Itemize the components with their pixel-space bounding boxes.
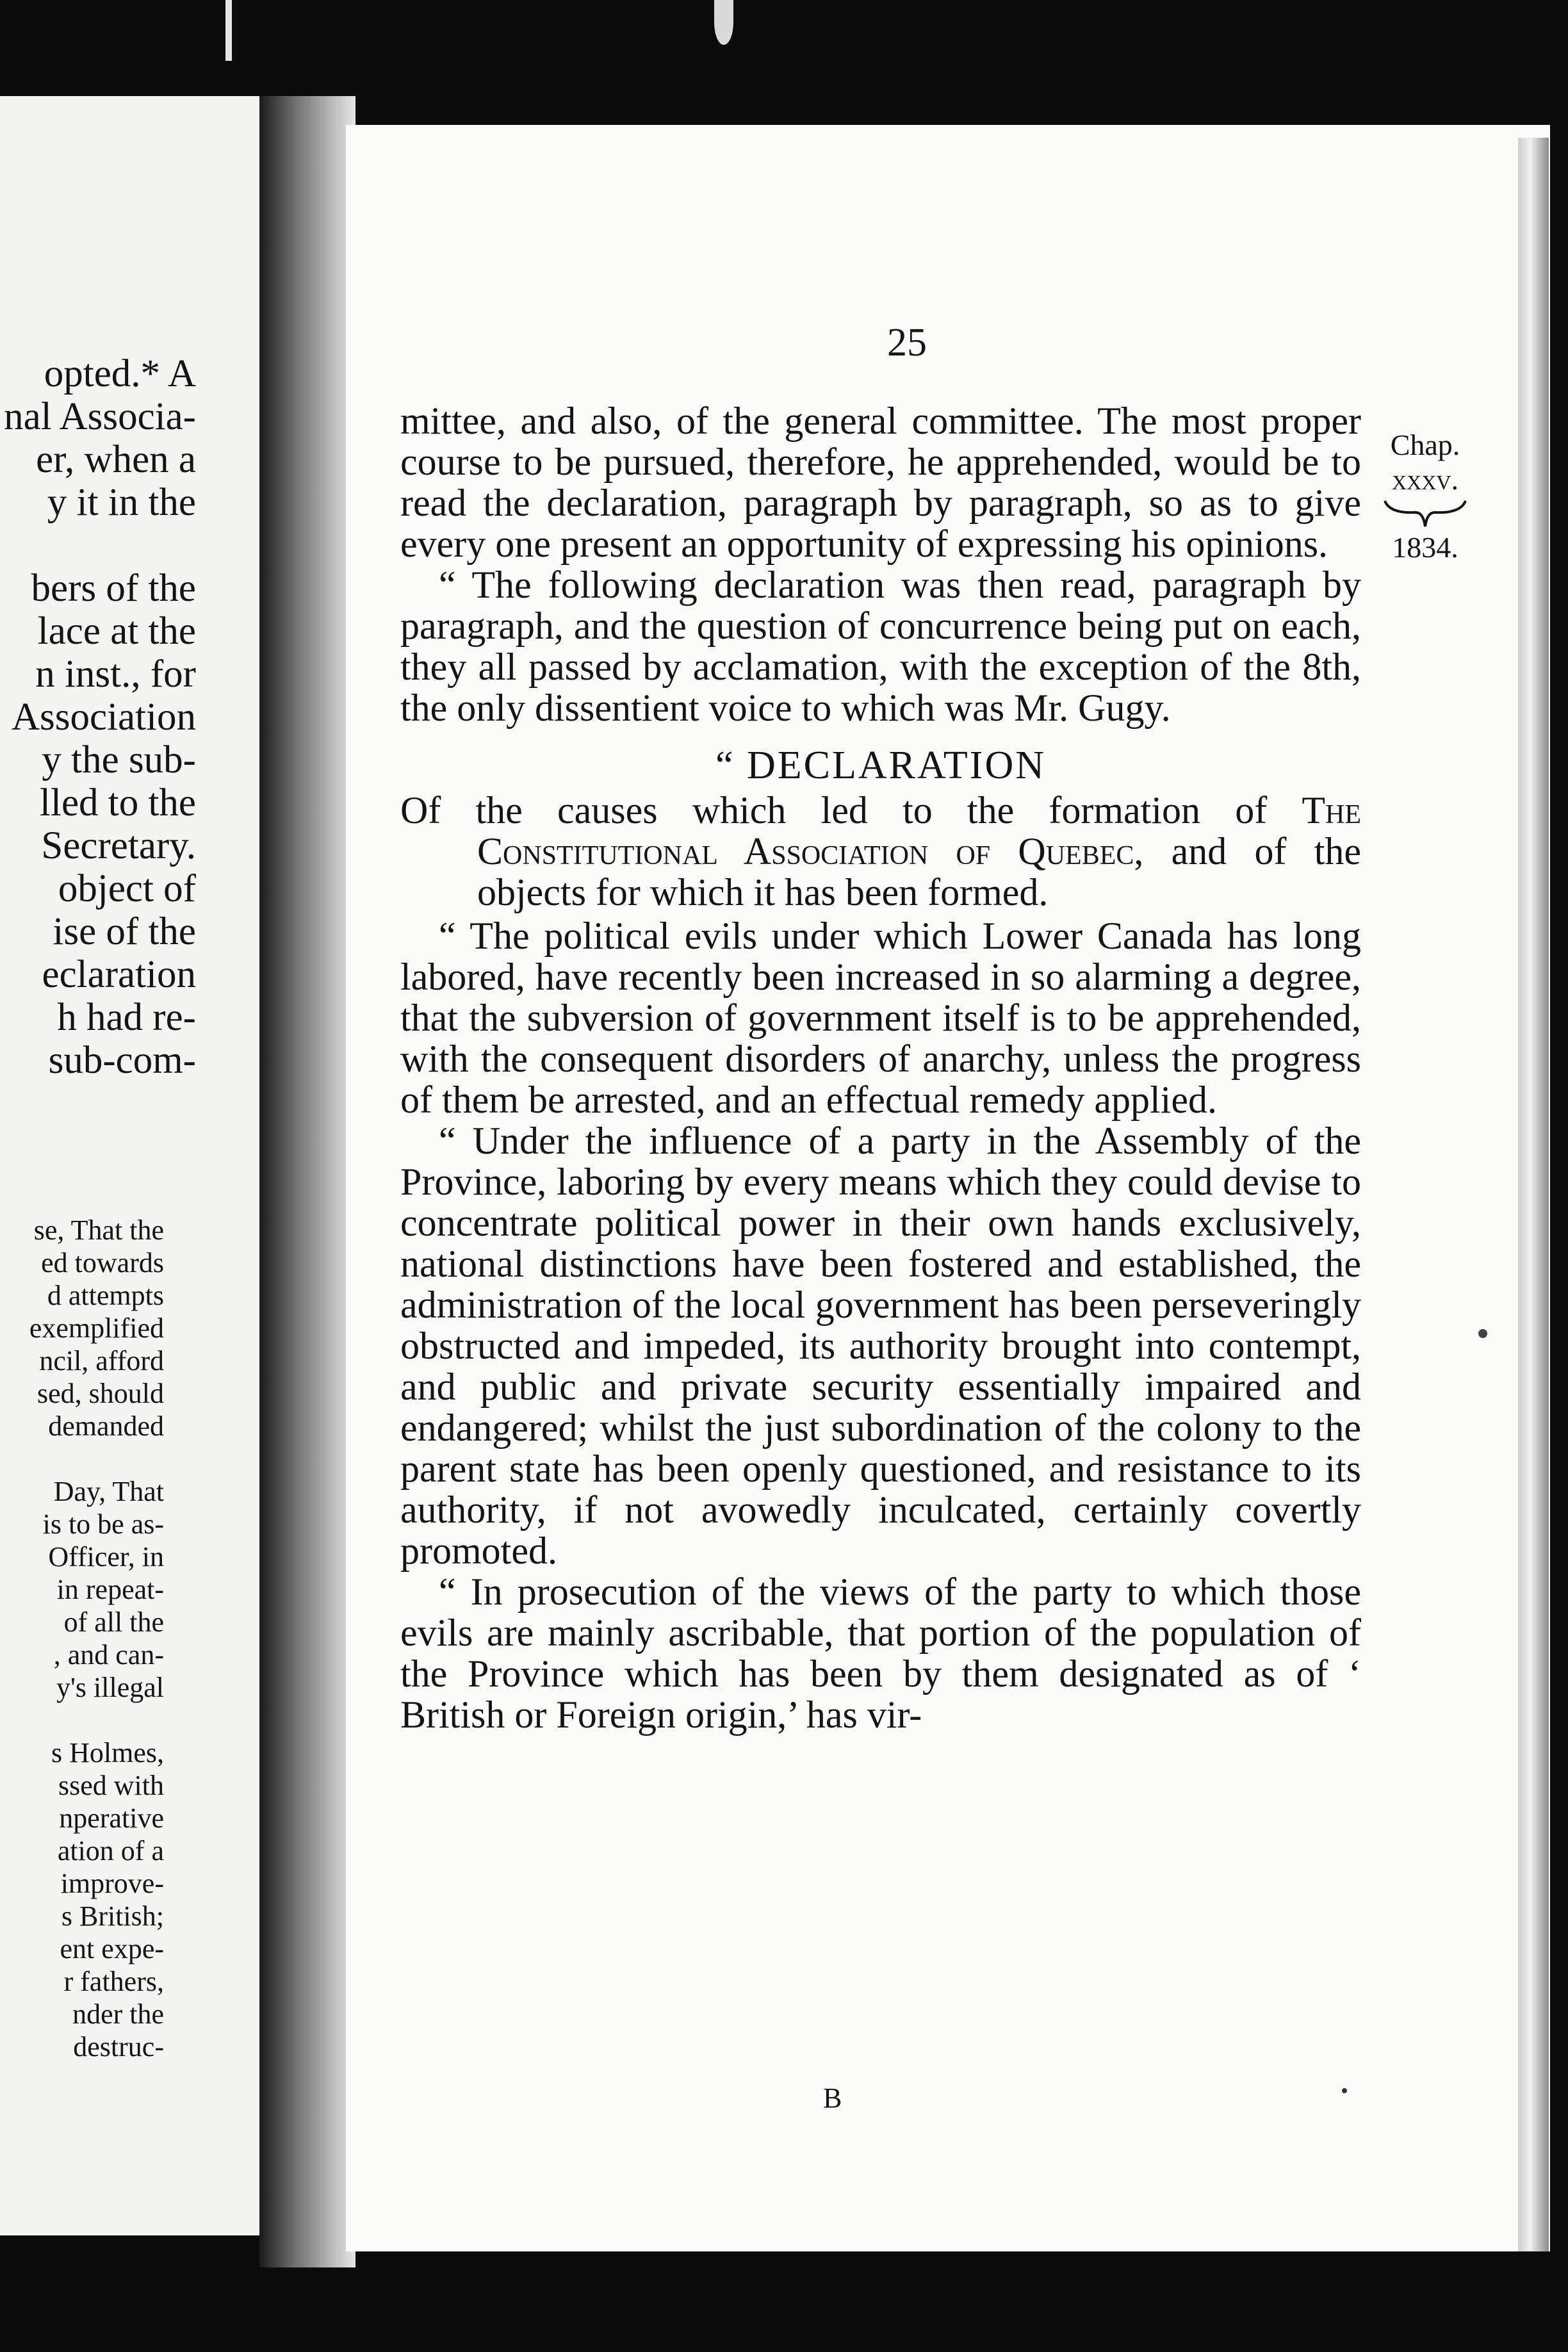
- book-gutter: [259, 96, 355, 2267]
- left-footnote-line: Officer, in: [48, 1541, 164, 1572]
- declaration-subheading: [400, 790, 1361, 913]
- left-footnote-line: destruc-: [73, 2031, 164, 2062]
- left-page-line: ise of the: [53, 910, 196, 953]
- left-footnote-line: ncil, afford: [39, 1345, 164, 1376]
- margin-chapter-label: Chap.: [1390, 429, 1460, 461]
- association-name: The Constitutional Association of Quebec: [477, 789, 1361, 872]
- left-footnote-line: improve-: [60, 1868, 164, 1899]
- left-page-line: er, when a: [36, 438, 196, 481]
- page-edge: [1518, 138, 1549, 2251]
- left-page: [0, 96, 263, 2235]
- left-page-line: nal Associa-: [4, 395, 196, 438]
- page-number: 25: [887, 321, 927, 364]
- left-footnote-line: nperative: [59, 1802, 164, 1834]
- left-footnote-line: in repeat-: [56, 1574, 164, 1605]
- declaration-heading: “ DECLARATION: [715, 744, 1046, 787]
- left-page-line: lace at the: [37, 610, 196, 653]
- left-page-footnotes: [0, 1214, 164, 2063]
- left-footnote-line: [0, 1704, 164, 1736]
- left-footnote-line: ation of a: [57, 1835, 164, 1866]
- paragraph-party-influence: “ Under the influence of a party in the Assembly of the Province, laboring by every means which they could devise to concentrate political power in their own hands exclusively, national distinctions have been fostered and established, the administration of the local government has been perseveringly obstructed and impeded, its authority brought into contempt, and public and private security essentially impaired and endangered; whilst the just subordination of the colony to the parent state has been openly questioned, and resistance to its authority, if not avowedly inculcated, certainly covertly promoted.: [400, 1120, 1361, 1572]
- left-footnote-line: ed towards: [41, 1247, 164, 1278]
- left-page-line: bers of the: [31, 567, 196, 610]
- left-footnote-line: Day, That: [53, 1476, 164, 1507]
- left-page-line: lled to the: [40, 781, 196, 824]
- paragraph-political-evils: “ The political evils under which Lower Canada has long labored, have recently been increased in so alarming a degree, that the subversion of government itself is to be apprehended, with the consequent disorders of anarchy, unless the progress of them be arrested, and an effectual remedy applied.: [400, 915, 1361, 1121]
- paragraph-continuation: mittee, and also, of the general committee. The most proper course to be pursued, therefore, he apprehended, would be to read the declaration, paragraph by paragraph, so as to give every one present an opportunity of expressing his opinions.: [400, 400, 1361, 565]
- left-footnote-line: y's illegal: [56, 1672, 164, 1703]
- left-footnote-line: se, That the: [33, 1214, 164, 1246]
- left-footnote-line: ent expe-: [60, 1933, 164, 1964]
- left-footnote-line: s British;: [61, 1900, 164, 1932]
- left-page-line: eclaration: [42, 953, 196, 996]
- left-footnote-line: sed, should: [37, 1378, 164, 1409]
- signature-mark: B: [823, 2082, 842, 2114]
- paragraph-prosecution: “ In prosecution of the views of the party to which those evils are mainly ascribable, that portion of the population of the Province which has been by them designated as of ‘ British or Foreign origin,’ has vir-: [400, 1571, 1361, 1736]
- margin-chapter-number: xxxv.: [1392, 463, 1458, 496]
- left-page-line: object of: [58, 867, 196, 910]
- margin-note: [1377, 428, 1473, 565]
- paragraph-declaration-read: “ The following declaration was then read, paragraph by paragraph, and the question of concurrence being put on each, they all passed by acclamation, with the exception of the 8th, the only dissentient voice to which was Mr. Gugy.: [400, 564, 1361, 729]
- left-page-line: y the sub-: [42, 739, 196, 781]
- body-text: [400, 400, 1361, 1735]
- left-footnote-line: [0, 1442, 164, 1475]
- left-page-line: h had re-: [57, 996, 196, 1039]
- left-page-line: Secretary.: [41, 824, 196, 867]
- left-footnote-line: demanded: [48, 1410, 164, 1442]
- left-page-line: opted.* A: [44, 352, 196, 395]
- declaration-sub-post: , and of the objects for which it has been formed.: [477, 830, 1361, 913]
- left-page-main-text: [0, 352, 196, 1082]
- left-page-line: [0, 524, 196, 567]
- left-footnote-line: exemplified: [29, 1312, 164, 1344]
- scan-artifact: [714, 0, 733, 45]
- left-footnote-line: of all the: [63, 1606, 164, 1638]
- scan-artifact: [1478, 1329, 1487, 1338]
- left-footnote-line: nder the: [72, 1998, 164, 2030]
- margin-year: 1834.: [1392, 531, 1458, 564]
- left-footnote-line: s Holmes,: [51, 1737, 164, 1768]
- declaration-sub-pre: Of the causes which led to the formation of: [400, 789, 1302, 831]
- scan-artifact: [1342, 2088, 1347, 2093]
- scan-artifact: [225, 0, 232, 61]
- left-footnote-line: is to be as-: [42, 1508, 164, 1540]
- left-page-line: n inst., for: [35, 653, 196, 696]
- left-footnote-line: ssed with: [58, 1770, 164, 1801]
- left-footnote-line: r fathers,: [63, 1966, 164, 1997]
- left-footnote-line: d attempts: [47, 1280, 164, 1311]
- left-page-line: y it in the: [47, 481, 196, 524]
- left-page-line: sub-com-: [48, 1039, 196, 1082]
- left-footnote-line: , and can-: [53, 1639, 164, 1670]
- left-page-line: Association: [11, 696, 196, 739]
- brace-mark: [1384, 498, 1467, 530]
